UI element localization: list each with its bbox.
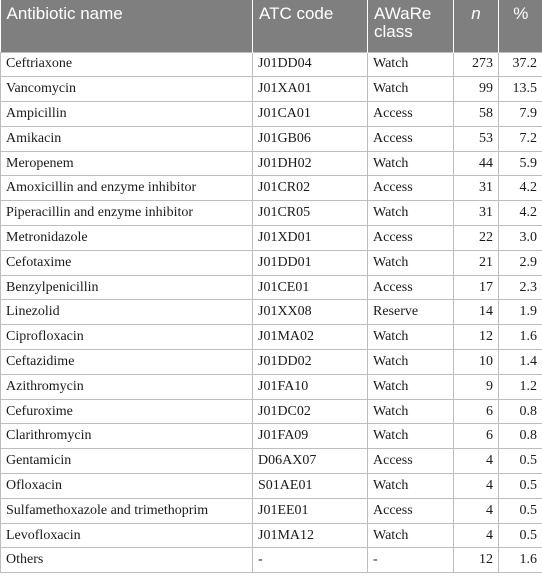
cell-atc-code: S01AE01 xyxy=(253,474,368,499)
cell-percent: 13.5 xyxy=(499,77,542,102)
header-row xyxy=(1,0,542,52)
table-row xyxy=(1,374,542,399)
cell-n: 12 xyxy=(454,325,499,350)
cell-antibiotic-name: Vancomycin xyxy=(1,77,253,102)
cell-n: 31 xyxy=(454,176,499,201)
cell-aware-class: Watch xyxy=(368,350,454,375)
cell-atc-code: J01CE01 xyxy=(253,275,368,300)
cell-atc-code: J01CR05 xyxy=(253,201,368,226)
header-n: n xyxy=(454,0,499,52)
cell-antibiotic-name: Ceftazidime xyxy=(1,350,253,375)
cell-percent: 2.9 xyxy=(499,250,542,275)
cell-atc-code: J01DH02 xyxy=(253,151,368,176)
cell-aware-class: Watch xyxy=(368,523,454,548)
cell-n: 4 xyxy=(454,523,499,548)
cell-atc-code: J01EE01 xyxy=(253,498,368,523)
cell-aware-class: Access xyxy=(368,102,454,127)
cell-n: 4 xyxy=(454,498,499,523)
table-row xyxy=(1,275,542,300)
header-atc-code: ATC code xyxy=(253,0,368,52)
cell-atc-code: J01DD01 xyxy=(253,250,368,275)
cell-percent: 1.9 xyxy=(499,300,542,325)
cell-percent: 37.2 xyxy=(499,52,542,77)
cell-n: 6 xyxy=(454,399,499,424)
cell-antibiotic-name: Ampicillin xyxy=(1,102,253,127)
cell-n: 44 xyxy=(454,151,499,176)
table-body xyxy=(1,52,542,573)
cell-antibiotic-name: Azithromycin xyxy=(1,374,253,399)
cell-n: 58 xyxy=(454,102,499,127)
cell-aware-class: - xyxy=(368,548,454,573)
cell-percent: 0.5 xyxy=(499,449,542,474)
cell-atc-code: J01DC02 xyxy=(253,399,368,424)
cell-n: 21 xyxy=(454,250,499,275)
cell-n: 9 xyxy=(454,374,499,399)
cell-n: 99 xyxy=(454,77,499,102)
table-row xyxy=(1,52,542,77)
table-row xyxy=(1,498,542,523)
cell-aware-class: Watch xyxy=(368,474,454,499)
table-row xyxy=(1,325,542,350)
cell-percent: 5.9 xyxy=(499,151,542,176)
cell-percent: 0.8 xyxy=(499,424,542,449)
cell-atc-code: D06AX07 xyxy=(253,449,368,474)
cell-aware-class: Watch xyxy=(368,77,454,102)
cell-n: 4 xyxy=(454,449,499,474)
cell-antibiotic-name: Metronidazole xyxy=(1,226,253,251)
table-row xyxy=(1,201,542,226)
cell-n: 273 xyxy=(454,52,499,77)
cell-aware-class: Access xyxy=(368,226,454,251)
cell-antibiotic-name: Gentamicin xyxy=(1,449,253,474)
table-row xyxy=(1,523,542,548)
cell-aware-class: Watch xyxy=(368,424,454,449)
cell-antibiotic-name: Ofloxacin xyxy=(1,474,253,499)
cell-aware-class: Watch xyxy=(368,151,454,176)
cell-antibiotic-name: Meropenem xyxy=(1,151,253,176)
cell-aware-class: Access xyxy=(368,126,454,151)
cell-atc-code: J01DD02 xyxy=(253,350,368,375)
cell-aware-class: Watch xyxy=(368,250,454,275)
cell-percent: 1.6 xyxy=(499,325,542,350)
table-row xyxy=(1,250,542,275)
cell-percent: 3.0 xyxy=(499,226,542,251)
cell-atc-code: J01CR02 xyxy=(253,176,368,201)
cell-antibiotic-name: Cefotaxime xyxy=(1,250,253,275)
table-row xyxy=(1,399,542,424)
cell-antibiotic-name: Clarithromycin xyxy=(1,424,253,449)
cell-aware-class: Access xyxy=(368,449,454,474)
table-row xyxy=(1,548,542,573)
cell-percent: 0.5 xyxy=(499,523,542,548)
table-row xyxy=(1,126,542,151)
header-percent: % xyxy=(499,0,542,52)
cell-aware-class: Access xyxy=(368,176,454,201)
cell-atc-code: - xyxy=(253,548,368,573)
table-row xyxy=(1,474,542,499)
cell-atc-code: J01XD01 xyxy=(253,226,368,251)
cell-antibiotic-name: Ceftriaxone xyxy=(1,52,253,77)
cell-n: 10 xyxy=(454,350,499,375)
cell-atc-code: J01MA12 xyxy=(253,523,368,548)
cell-antibiotic-name: Amoxicillin and enzyme inhibitor xyxy=(1,176,253,201)
cell-percent: 7.2 xyxy=(499,126,542,151)
table-row xyxy=(1,151,542,176)
cell-aware-class: Reserve xyxy=(368,300,454,325)
cell-aware-class: Watch xyxy=(368,374,454,399)
cell-antibiotic-name: Linezolid xyxy=(1,300,253,325)
cell-percent: 7.9 xyxy=(499,102,542,127)
cell-aware-class: Access xyxy=(368,498,454,523)
table-row xyxy=(1,449,542,474)
cell-aware-class: Access xyxy=(368,275,454,300)
cell-percent: 1.6 xyxy=(499,548,542,573)
table-row xyxy=(1,424,542,449)
cell-aware-class: Watch xyxy=(368,325,454,350)
header-aware-class: AWaRe class xyxy=(368,0,454,52)
cell-antibiotic-name: Levofloxacin xyxy=(1,523,253,548)
header-antibiotic-name: Antibiotic name xyxy=(1,0,253,52)
cell-antibiotic-name: Piperacillin and enzyme inhibitor xyxy=(1,201,253,226)
cell-antibiotic-name: Benzylpenicillin xyxy=(1,275,253,300)
cell-antibiotic-name: Others xyxy=(1,548,253,573)
cell-n: 22 xyxy=(454,226,499,251)
cell-atc-code: J01MA02 xyxy=(253,325,368,350)
cell-atc-code: J01FA09 xyxy=(253,424,368,449)
cell-antibiotic-name: Ciprofloxacin xyxy=(1,325,253,350)
cell-atc-code: J01FA10 xyxy=(253,374,368,399)
cell-atc-code: J01DD04 xyxy=(253,52,368,77)
cell-percent: 2.3 xyxy=(499,275,542,300)
table-row xyxy=(1,176,542,201)
cell-percent: 0.5 xyxy=(499,498,542,523)
table-row xyxy=(1,226,542,251)
table-header xyxy=(1,0,542,52)
cell-n: 14 xyxy=(454,300,499,325)
cell-aware-class: Watch xyxy=(368,399,454,424)
cell-percent: 4.2 xyxy=(499,176,542,201)
cell-antibiotic-name: Sulfamethoxazole and trimethoprim xyxy=(1,498,253,523)
cell-atc-code: J01XA01 xyxy=(253,77,368,102)
cell-n: 53 xyxy=(454,126,499,151)
cell-antibiotic-name: Cefuroxime xyxy=(1,399,253,424)
table-row xyxy=(1,350,542,375)
table-row xyxy=(1,300,542,325)
cell-atc-code: J01CA01 xyxy=(253,102,368,127)
cell-n: 4 xyxy=(454,474,499,499)
cell-aware-class: Watch xyxy=(368,201,454,226)
table-row xyxy=(1,77,542,102)
cell-antibiotic-name: Amikacin xyxy=(1,126,253,151)
cell-percent: 0.5 xyxy=(499,474,542,499)
cell-atc-code: J01GB06 xyxy=(253,126,368,151)
cell-percent: 4.2 xyxy=(499,201,542,226)
cell-percent: 1.2 xyxy=(499,374,542,399)
table-row xyxy=(1,102,542,127)
cell-percent: 0.8 xyxy=(499,399,542,424)
cell-atc-code: J01XX08 xyxy=(253,300,368,325)
cell-n: 6 xyxy=(454,424,499,449)
cell-n: 17 xyxy=(454,275,499,300)
cell-percent: 1.4 xyxy=(499,350,542,375)
cell-n: 12 xyxy=(454,548,499,573)
cell-aware-class: Watch xyxy=(368,52,454,77)
cell-n: 31 xyxy=(454,201,499,226)
